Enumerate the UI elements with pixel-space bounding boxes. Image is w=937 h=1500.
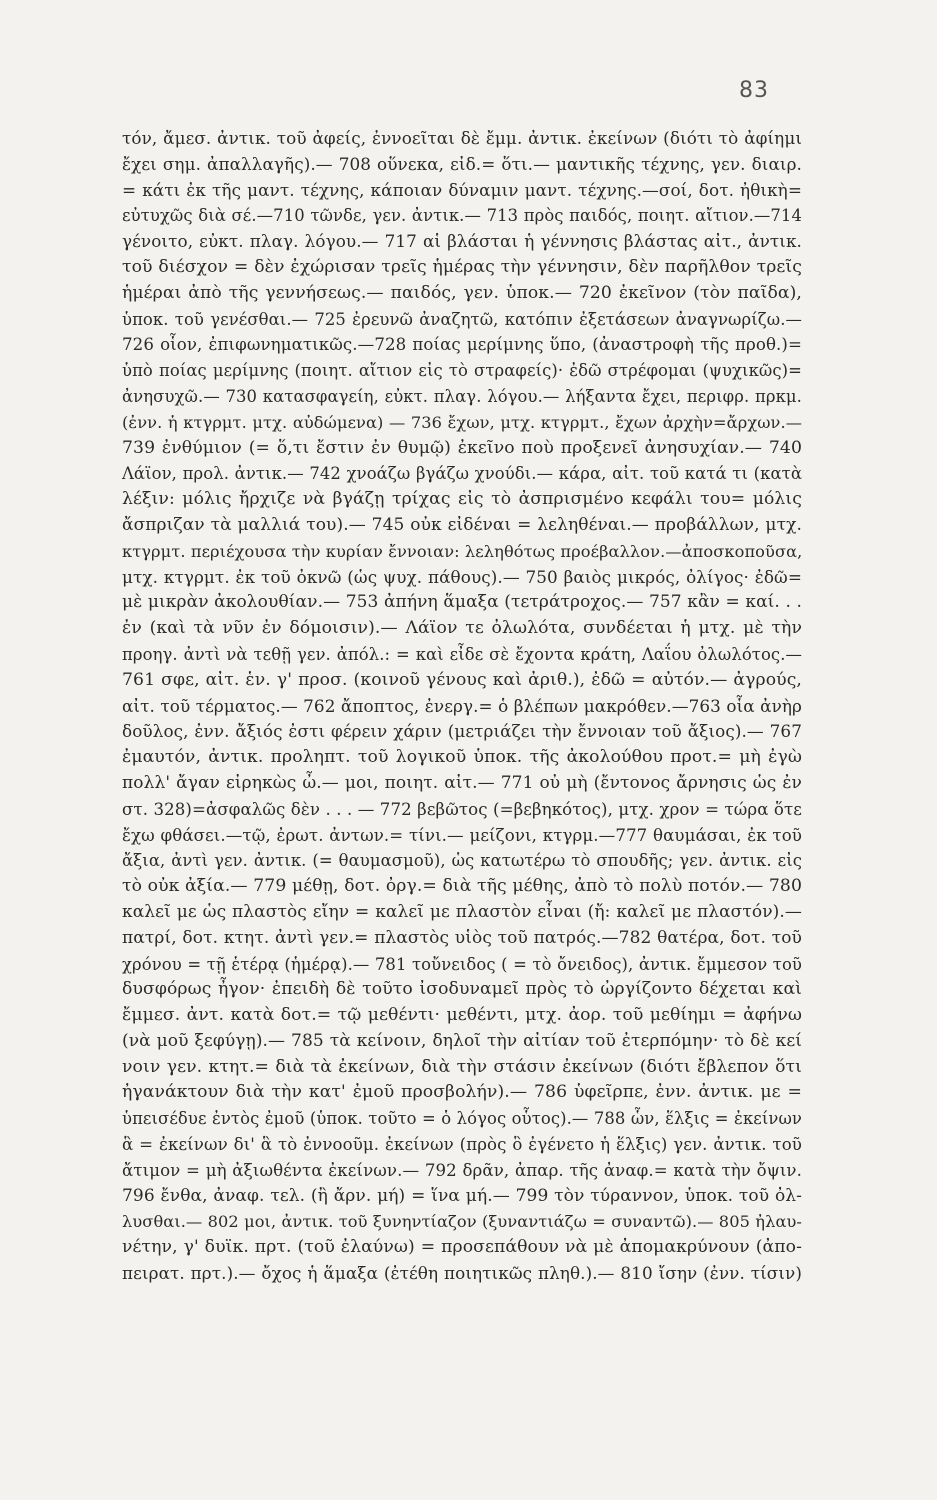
text-line: 726 οἷον, ἐπιφωνηματικῶς.—728 ποίας μερίμνης ὕπο, (ἀναστροφὴ τῆς προθ.)= <box>122 335 802 355</box>
text-line: προηγ. ἀντὶ νὰ τεθῇ γεν. ἀπόλ.: = καὶ εἶδε σὲ ἔχοντα κράτη, Λαΐου ὀλωλότος.— <box>122 644 802 664</box>
text-line: ἠγανάκτουν διὰ τὴν κατ' ἐμοῦ προσβολήν).— 786 ὑφεῖρπε, ἐνν. ἀντικ. με = <box>122 1082 802 1103</box>
text-line: ὑπὸ ποίας μερίμνης (ποιητ. αἴτιον εἰς τὸ στραφείς)· ἐδῶ στρέφομαι (ψυχικῶς)= <box>122 361 802 381</box>
text-line: ἐν (καὶ τὰ νῦν ἐν δόμοισιν).— Λάϊον τε ὀλωλότα, συνδέεται ἡ μτχ. μὲ τὴν <box>122 618 802 639</box>
text-line: 739 ἐνθύμιον (= ὅ,τι ἔστιν ἐν θυμῷ) ἐκεῖνο ποὺ προξενεῖ ἀνησυχίαν.— 740 <box>122 437 802 458</box>
text-line: πειρατ. πρτ.).— ὄχος ἡ ἅμαξα (ἐτέθη ποιητικῶς πληθ.).— 810 ἴσην (ἐνν. τίσιν) <box>122 1263 802 1284</box>
text-line: ὑπεισέδυε ἐντὸς ἐμοῦ (ὑποκ. τοῦτο = ὁ λόγος οὗτος).— 788 ὧν, ἕλξις = ἐκείνων <box>122 1109 802 1129</box>
text-line: πολλ' ἄγαν εἰρηκὼς ὦ.— μοι, ποιητ. αἰτ.— 771 οὐ μὴ (ἔντονος ἄρνησις ὡς ἐν <box>122 772 802 793</box>
text-line: τὸ οὐκ ἀξία.— 779 μέθῃ, δοτ. ὀργ.= διὰ τῆς μέθης, ἀπὸ τὸ πολὺ ποτόν.— 780 <box>122 876 802 897</box>
text-line: 796 ἔνθα, ἀναφ. τελ. (ἢ ἄρν. μή) = ἵνα μή.— 799 τὸν τύραννον, ὑποκ. τοῦ ὀλ- <box>122 1185 802 1206</box>
text-line: ἔχω φθάσει.—τῷ, ἐρωτ. ἀντων.= τίνι.— μείζονι, κτγρμ.—777 θαυμάσαι, ἐκ τοῦ <box>122 825 802 845</box>
text-line: γένοιτο, εὐκτ. πλαγ. λόγου.— 717 αἱ βλάσται ἡ γέννησις βλάστας αἰτ., ἀντικ. <box>122 231 802 252</box>
text-line: λέξιν: μόλις ἤρχιζε νὰ βγάζῃ τρίχας εἰς τὸ ἀσπρισμένο κεφάλι του= μόλις <box>122 489 802 510</box>
text-line: νέτην, γ' δυϊκ. πρτ. (τοῦ ἐλαύνω) = προσεπάθουν νὰ μὲ ἀπομακρύνουν (ἀπο- <box>122 1237 802 1258</box>
text-line: = κάτι ἐκ τῆς μαντ. τέχνης, κάποιαν δύναμιν μαντ. τέχνης.—σοί, δοτ. ἠθικὴ= <box>122 179 802 200</box>
text-line <box>122 1287 802 1313</box>
commentary-text <box>122 126 802 1313</box>
text-line: εὐτυχῶς διὰ σέ.—710 τῶνδε, γεν. ἀντικ.— 713 πρὸς παιδός, ποιητ. αἴτιον.—714 <box>122 206 802 226</box>
text-line: (ἐνν. ἡ κτγρμτ. μτχ. αὐδώμενα) — 736 ἔχων, μτχ. κτγρμτ., ἔχων ἀρχὴν=ἄρχων.— <box>122 412 802 432</box>
text-line: Λάϊον, προλ. ἀντικ.— 742 χνοάζω βγάζω χνούδι.— κάρα, αἰτ. τοῦ κατά τι (κατὰ <box>122 464 802 484</box>
text-line: ὑποκ. τοῦ γενέσθαι.— 725 ἐρευνῶ ἀναζητῶ, κατόπιν ἐξετάσεων ἀναγνωρίζω.— <box>122 309 802 329</box>
text-line: (νὰ μοῦ ξεφύγῃ).— 785 τὰ κείνοιν, δηλοῖ τὴν αἰτίαν τοῦ ἐτερπόμην· τὸ δὲ κεί <box>122 1030 802 1051</box>
text-line: μτχ. κτγρμτ. ἐκ τοῦ ὀκνῶ (ὡς ψυχ. πάθους).— 750 βαιὸς μικρός, ὀλίγος· ἐδῶ= <box>122 566 802 587</box>
text-line: μὲ μικρὰν ἀκολουθίαν.— 753 ἀπήνη ἅμαξα (τετράτροχος.— 757 κἂν = καί. . . <box>122 592 802 613</box>
text-line: δυσφόρως ἦγον· ἐπειδὴ δὲ τοῦτο ἰσοδυναμεῖ πρὸς τὸ ὠργίζοντο δέχεται καὶ <box>122 979 802 1000</box>
text-line: ἄσπριζαν τὰ μαλλιά του).— 745 οὐκ εἰδέναι = λεληθέναι.— προβάλλων, μτχ. <box>122 514 802 535</box>
text-line: ἄξια, ἀντὶ γεν. ἀντικ. (= θαυμασμοῦ), ὡς κατωτέρω τὸ σπουδῆς; γεν. ἀντικ. εἰς <box>122 851 802 871</box>
text-line: νοιν γεν. κτητ.= διὰ τὰ ἐκείνων, διὰ τὴν στάσιν ἐκείνων (διότι ἔβλεπον ὅτι <box>122 1056 802 1077</box>
text-line: τόν, ἄμεσ. ἀντικ. τοῦ ἀφείς, ἐννοεῖται δὲ ἔμμ. ἀντικ. ἐκείνων (διότι τὸ ἀφίημι <box>122 128 802 148</box>
text-line: ἀνησυχῶ.— 730 κατασφαγείη, εὐκτ. πλαγ. λόγου.— λήξαντα ἔχει, περιφρ. πρκμ. <box>122 386 802 406</box>
text-line: 761 σφε, αἰτ. ἑν. γ' προσ. (κοινοῦ γένους καὶ ἀριθ.), ἐδῶ = αὐτόν.— ἀγρούς, <box>122 669 802 690</box>
text-line: δοῦλος, ἐνν. ἄξιός ἐστι φέρειν χάριν (μετριάζει τὴν ἔννοιαν τοῦ ἄξιος).— 767 <box>122 721 802 742</box>
text-line: ἔμμεσ. ἀντ. κατὰ δοτ.= τῷ μεθέντι· μεθέντι, μτχ. ἀορ. τοῦ μεθίημι = ἀφήνω <box>122 1005 802 1026</box>
text-line: πατρί, δοτ. κτητ. ἀντὶ γεν.= πλαστὸς υἱὸς τοῦ πατρός.—782 θατέρα, δοτ. τοῦ <box>122 927 802 948</box>
text-line: λυσθαι.— 802 μοι, ἀντικ. τοῦ ξυνηντίαζον (ξυναντιάζω = συναντῶ).— 805 ἠλαυ- <box>122 1212 802 1232</box>
text-line: χρόνου = τῇ ἑτέρᾳ (ἡμέρᾳ).— 781 τοὔνειδος ( = τὸ ὄνειδος), ἀντικ. ἔμμεσον τοῦ <box>122 954 802 974</box>
text-line: ἔχει σημ. ἀπαλλαγῆς).— 708 οὕνεκα, εἰδ.= ὅτι.— μαντικῆς τέχνης, γεν. διαιρ. <box>122 153 802 174</box>
text-line: τοῦ διέσχον = δὲν ἐχώρισαν τρεῖς ἡμέρας τὴν γέννησιν, δὲν παρῆλθον τρεῖς <box>122 256 802 277</box>
text-line: ἡμέραι ἀπὸ τῆς γεννήσεως.— παιδός, γεν. ὑποκ.— 720 ἐκεῖνον (τὸν παῖδα), <box>122 282 802 303</box>
text-line: ἃ = ἐκείνων δι' ἃ τὸ ἐννοοῦμ. ἐκείνων (πρὸς ὃ ἐγένετο ἡ ἕλξις) γεν. ἀντικ. τοῦ <box>122 1135 802 1155</box>
text-line: κτγρμτ. περιέχουσα τὴν κυρίαν ἔννοιαν: λεληθότως προέβαλλον.—ἀποσκοποῦσα, <box>122 541 802 561</box>
page-number: 83 <box>739 78 769 103</box>
text-line: στ. 328)=ἀσφαλῶς δὲν . . . — 772 βεβῶτος (=βεβηκότος), μτχ. χρον = τώρα ὅτε <box>122 799 802 819</box>
text-line: ἄτιμον = μὴ ἀξιωθέντα ἐκείνων.— 792 δρᾶν, ἀπαρ. τῆς ἀναφ.= κατὰ τὴν ὄψιν. <box>122 1160 802 1180</box>
text-line: ἐμαυτόν, ἀντικ. προληπτ. τοῦ λογικοῦ ὑποκ. τῆς ἀκολούθου προτ.= μὴ ἐγὼ <box>122 747 802 768</box>
text-line: αἰτ. τοῦ τέρματος.— 762 ἄποπτος, ἐνεργ.= ὁ βλέπων μακρόθεν.—763 οἷα ἀνὴρ <box>122 695 802 716</box>
text-line: καλεῖ με ὡς πλαστὸς εἴην = καλεῖ με πλαστὸν εἶναι (ἤ: καλεῖ με πλαστόν).— <box>122 901 802 922</box>
